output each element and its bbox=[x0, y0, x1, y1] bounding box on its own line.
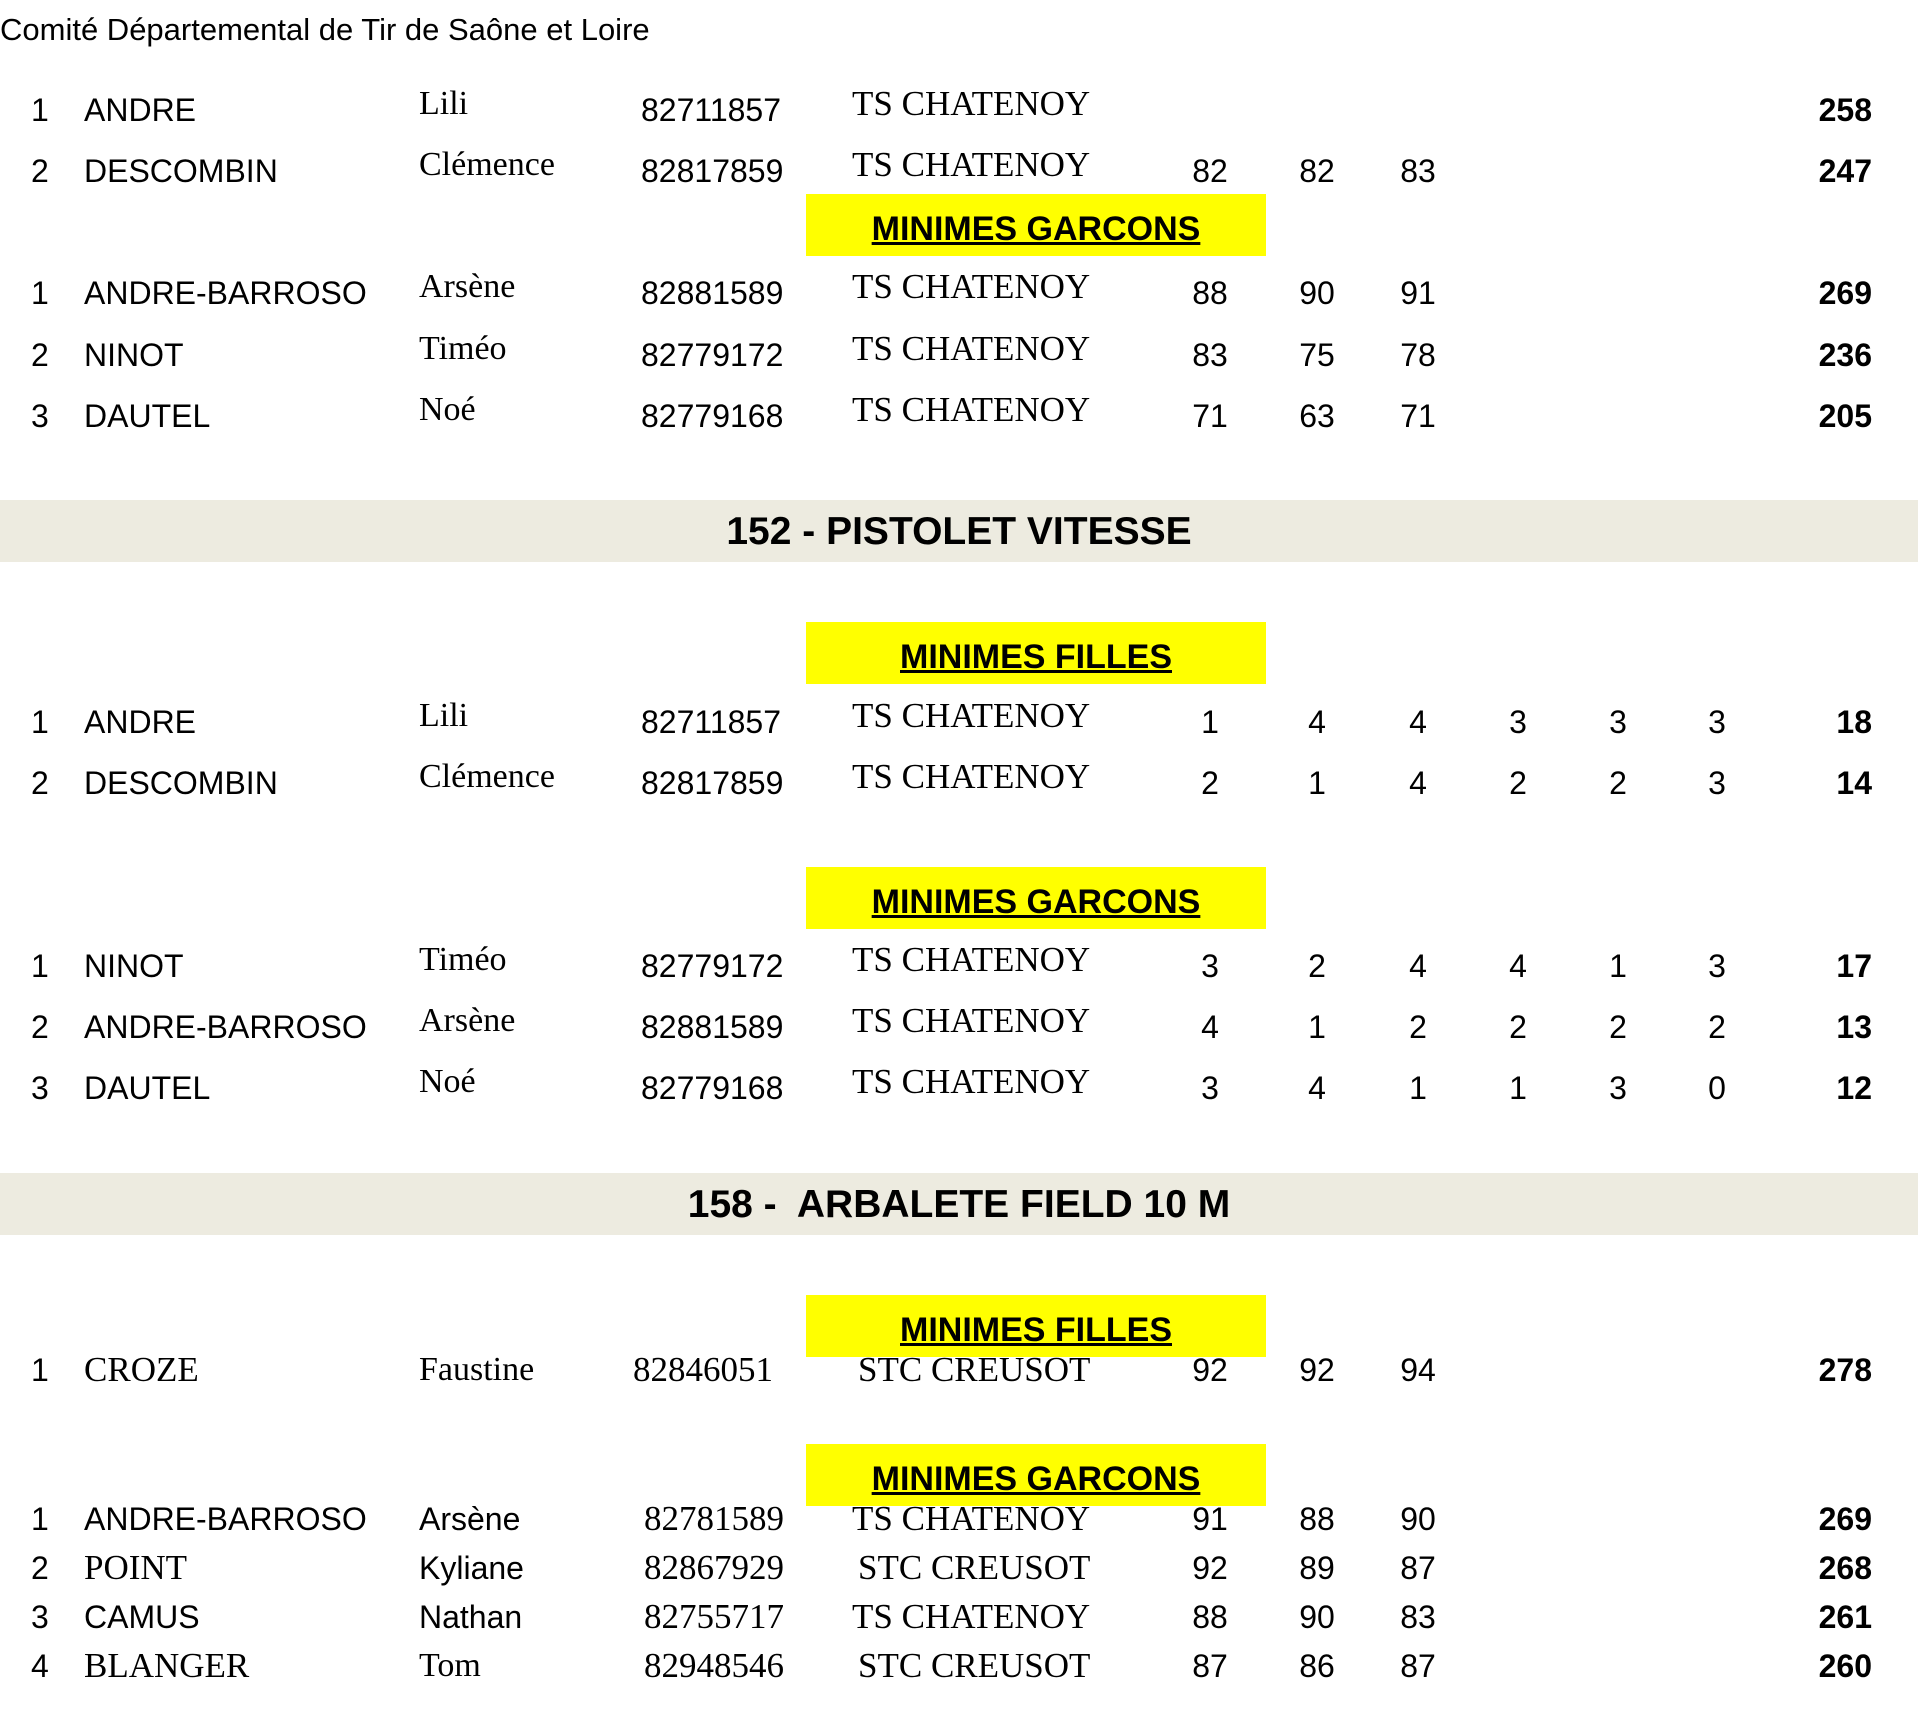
category-label: MINIMES GARCONS bbox=[871, 210, 1201, 248]
score: 75 bbox=[1299, 337, 1335, 373]
rank: 4 bbox=[31, 1648, 49, 1684]
last-name: DAUTEL bbox=[84, 398, 211, 434]
score: 2 bbox=[1409, 1009, 1427, 1045]
score: 4 bbox=[1409, 704, 1427, 740]
last-name: CROZE bbox=[84, 1350, 199, 1389]
rank: 2 bbox=[31, 765, 49, 801]
license-number: 82711857 bbox=[641, 704, 781, 740]
score: 71 bbox=[1400, 398, 1436, 434]
score: 3 bbox=[1201, 1070, 1219, 1106]
rank: 2 bbox=[31, 153, 49, 189]
score: 63 bbox=[1299, 398, 1335, 434]
score: 83 bbox=[1400, 1599, 1436, 1635]
club: TS CHATENOY bbox=[852, 390, 1091, 429]
club: TS CHATENOY bbox=[852, 757, 1091, 796]
license-number: 82755717 bbox=[644, 1597, 784, 1636]
rank: 1 bbox=[31, 1352, 49, 1388]
license-number: 82881589 bbox=[641, 275, 784, 311]
score: 1 bbox=[1509, 1070, 1527, 1106]
result-row bbox=[0, 146, 1920, 196]
rank: 2 bbox=[31, 1550, 49, 1586]
last-name: NINOT bbox=[84, 948, 184, 984]
club: STC CREUSOT bbox=[858, 1548, 1091, 1587]
score: 2 bbox=[1308, 948, 1326, 984]
score: 88 bbox=[1192, 275, 1228, 311]
first-name: Noé bbox=[419, 391, 476, 428]
score: 3 bbox=[1708, 704, 1726, 740]
score: 4 bbox=[1308, 704, 1326, 740]
score: 88 bbox=[1299, 1501, 1335, 1537]
license-number: 82779172 bbox=[641, 337, 784, 373]
score: 92 bbox=[1299, 1352, 1335, 1388]
total-score: 12 bbox=[1836, 1070, 1872, 1106]
category-heading bbox=[806, 867, 1266, 929]
event-heading bbox=[0, 1173, 1918, 1235]
score: 86 bbox=[1299, 1648, 1335, 1684]
result-row bbox=[0, 941, 1920, 991]
score: 87 bbox=[1400, 1648, 1436, 1684]
first-name: Arsène bbox=[419, 1501, 521, 1537]
club: STC CREUSOT bbox=[858, 1646, 1091, 1685]
score: 1 bbox=[1609, 948, 1627, 984]
result-row bbox=[0, 1641, 1920, 1691]
score: 87 bbox=[1400, 1550, 1436, 1586]
score: 3 bbox=[1201, 948, 1219, 984]
score: 1 bbox=[1409, 1070, 1427, 1106]
score: 1 bbox=[1201, 704, 1219, 740]
total-score: 258 bbox=[1818, 92, 1872, 128]
rank: 1 bbox=[31, 1501, 49, 1537]
event-title: 158 - ARBALETE FIELD 10 M bbox=[687, 1183, 1231, 1226]
license-number: 82817859 bbox=[641, 153, 784, 189]
score: 2 bbox=[1509, 1009, 1527, 1045]
club: STC CREUSOT bbox=[858, 1350, 1091, 1389]
last-name: DESCOMBIN bbox=[84, 765, 278, 801]
first-name: Arsène bbox=[419, 268, 516, 305]
total-score: 247 bbox=[1818, 153, 1872, 189]
score: 87 bbox=[1192, 1648, 1228, 1684]
total-score: 13 bbox=[1836, 1009, 1872, 1045]
score: 91 bbox=[1192, 1501, 1228, 1537]
score: 1 bbox=[1308, 1009, 1326, 1045]
event-title: 152 - PISTOLET VITESSE bbox=[726, 510, 1192, 553]
total-score: 269 bbox=[1818, 1501, 1872, 1537]
score: 91 bbox=[1400, 275, 1436, 311]
last-name: ANDRE-BARROSO bbox=[84, 1009, 367, 1045]
license-number: 82781589 bbox=[644, 1499, 784, 1538]
result-row bbox=[0, 1543, 1920, 1593]
last-name: POINT bbox=[84, 1548, 188, 1587]
rank: 1 bbox=[31, 275, 49, 311]
last-name: ANDRE bbox=[84, 92, 197, 128]
first-name: Arsène bbox=[419, 1002, 516, 1039]
category-label: MINIMES GARCONS bbox=[871, 1460, 1201, 1498]
page-header: Comité Départemental de Tir de Saône et Loire bbox=[0, 12, 650, 47]
result-row bbox=[0, 1345, 1920, 1395]
last-name: DAUTEL bbox=[84, 1070, 211, 1106]
score: 2 bbox=[1609, 1009, 1627, 1045]
total-score: 236 bbox=[1818, 337, 1872, 373]
score: 2 bbox=[1509, 765, 1527, 801]
total-score: 261 bbox=[1818, 1599, 1872, 1635]
score: 3 bbox=[1708, 765, 1726, 801]
score: 4 bbox=[1409, 948, 1427, 984]
license-number: 82948546 bbox=[644, 1646, 784, 1685]
score: 1 bbox=[1308, 765, 1326, 801]
last-name: NINOT bbox=[84, 337, 184, 373]
score: 82 bbox=[1192, 153, 1228, 189]
rank: 1 bbox=[31, 948, 49, 984]
score: 2 bbox=[1708, 1009, 1726, 1045]
category-label: MINIMES FILLES bbox=[900, 1311, 1172, 1349]
license-number: 82779168 bbox=[641, 1070, 784, 1106]
score: 4 bbox=[1509, 948, 1527, 984]
club: TS CHATENOY bbox=[852, 1062, 1091, 1101]
total-score: 205 bbox=[1818, 398, 1872, 434]
club: TS CHATENOY bbox=[852, 145, 1091, 184]
rank: 3 bbox=[31, 398, 49, 434]
rank: 1 bbox=[31, 704, 49, 740]
total-score: 278 bbox=[1818, 1352, 1872, 1388]
category-heading bbox=[806, 194, 1266, 256]
club: TS CHATENOY bbox=[852, 1001, 1091, 1040]
score: 88 bbox=[1192, 1599, 1228, 1635]
score: 92 bbox=[1192, 1550, 1228, 1586]
score: 78 bbox=[1400, 337, 1436, 373]
result-row bbox=[0, 268, 1920, 318]
first-name: Timéo bbox=[419, 941, 507, 978]
total-score: 17 bbox=[1836, 948, 1872, 984]
rank: 1 bbox=[31, 92, 49, 128]
category-label: MINIMES GARCONS bbox=[871, 883, 1201, 921]
score: 71 bbox=[1192, 398, 1228, 434]
score: 3 bbox=[1609, 704, 1627, 740]
result-row bbox=[0, 391, 1920, 441]
score: 83 bbox=[1400, 153, 1436, 189]
result-row bbox=[0, 1063, 1920, 1113]
score: 4 bbox=[1308, 1070, 1326, 1106]
total-score: 260 bbox=[1818, 1648, 1872, 1684]
club: TS CHATENOY bbox=[852, 84, 1091, 123]
score: 90 bbox=[1299, 1599, 1335, 1635]
last-name: ANDRE bbox=[84, 704, 197, 740]
first-name: Clémence bbox=[419, 146, 555, 183]
first-name: Lili bbox=[419, 85, 469, 122]
club: TS CHATENOY bbox=[852, 1597, 1091, 1636]
first-name: Faustine bbox=[419, 1351, 535, 1388]
last-name: CAMUS bbox=[84, 1599, 200, 1635]
score: 0 bbox=[1708, 1070, 1726, 1106]
last-name: ANDRE-BARROSO bbox=[84, 275, 367, 311]
total-score: 18 bbox=[1836, 704, 1872, 740]
result-row bbox=[0, 758, 1920, 808]
rank: 2 bbox=[31, 337, 49, 373]
first-name: Timéo bbox=[419, 330, 507, 367]
score: 4 bbox=[1201, 1009, 1219, 1045]
license-number: 82779172 bbox=[641, 948, 784, 984]
score: 90 bbox=[1299, 275, 1335, 311]
license-number: 82846051 bbox=[633, 1350, 773, 1389]
score: 90 bbox=[1400, 1501, 1436, 1537]
club: TS CHATENOY bbox=[852, 1499, 1091, 1538]
result-row bbox=[0, 697, 1920, 747]
first-name: Clémence bbox=[419, 758, 555, 795]
last-name: ANDRE-BARROSO bbox=[84, 1501, 367, 1537]
club: TS CHATENOY bbox=[852, 267, 1091, 306]
license-number: 82881589 bbox=[641, 1009, 784, 1045]
result-row bbox=[0, 1494, 1920, 1544]
score: 3 bbox=[1509, 704, 1527, 740]
club: TS CHATENOY bbox=[852, 940, 1091, 979]
total-score: 268 bbox=[1818, 1550, 1872, 1586]
last-name: DESCOMBIN bbox=[84, 153, 278, 189]
first-name: Nathan bbox=[419, 1599, 523, 1635]
club: TS CHATENOY bbox=[852, 696, 1091, 735]
rank: 3 bbox=[31, 1599, 49, 1635]
category-heading bbox=[806, 622, 1266, 684]
result-row bbox=[0, 85, 1920, 135]
result-row bbox=[0, 1592, 1920, 1642]
total-score: 14 bbox=[1836, 765, 1872, 801]
total-score: 269 bbox=[1818, 275, 1872, 311]
last-name: BLANGER bbox=[84, 1646, 250, 1685]
score: 4 bbox=[1409, 765, 1427, 801]
score: 2 bbox=[1609, 765, 1627, 801]
score: 3 bbox=[1708, 948, 1726, 984]
rank: 2 bbox=[31, 1009, 49, 1045]
score: 94 bbox=[1400, 1352, 1436, 1388]
license-number: 82711857 bbox=[641, 92, 781, 128]
first-name: Noé bbox=[419, 1063, 476, 1100]
event-heading bbox=[0, 500, 1918, 562]
score: 83 bbox=[1192, 337, 1228, 373]
rank: 3 bbox=[31, 1070, 49, 1106]
license-number: 82817859 bbox=[641, 765, 784, 801]
license-number: 82867929 bbox=[644, 1548, 784, 1587]
score: 89 bbox=[1299, 1550, 1335, 1586]
score: 3 bbox=[1609, 1070, 1627, 1106]
first-name: Lili bbox=[419, 697, 469, 734]
score: 92 bbox=[1192, 1352, 1228, 1388]
club: TS CHATENOY bbox=[852, 329, 1091, 368]
result-row bbox=[0, 1002, 1920, 1052]
score: 82 bbox=[1299, 153, 1335, 189]
license-number: 82779168 bbox=[641, 398, 784, 434]
score: 2 bbox=[1201, 765, 1219, 801]
first-name: Kyliane bbox=[419, 1550, 524, 1586]
category-label: MINIMES FILLES bbox=[900, 638, 1172, 676]
first-name: Tom bbox=[419, 1647, 481, 1684]
result-row bbox=[0, 330, 1920, 380]
